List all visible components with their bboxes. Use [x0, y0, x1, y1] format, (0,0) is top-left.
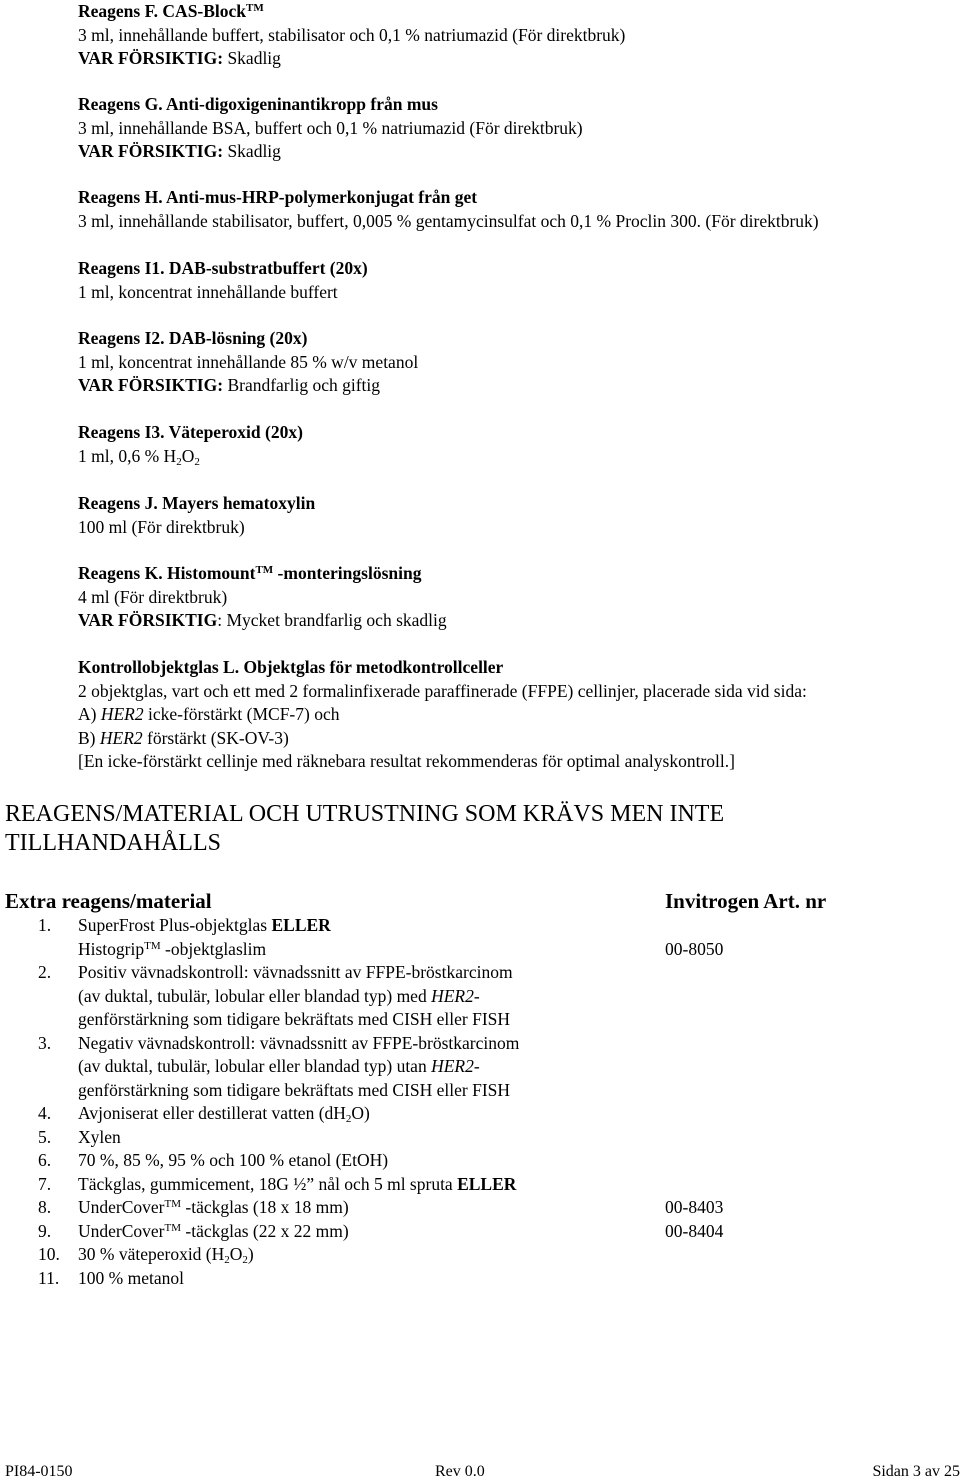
list-item: 7. Täckglas, gummicement, 18G ½” nål och 5 ml spruta ELLER	[38, 1173, 517, 1194]
document-id: PI84-0150	[5, 1463, 73, 1480]
list-item: 6. 70 %, 85 %, 95 % och 100 % etanol (EtOH)	[38, 1150, 389, 1170]
revision: Rev 0.0	[435, 1463, 485, 1480]
reagent-warning: VAR FÖRSIKTIG: Brandfarlig och giftig	[78, 375, 381, 395]
page-number: Sidan 3 av 25	[872, 1463, 960, 1480]
reagent-description: 1 ml, koncentrat innehållande buffert	[78, 281, 338, 302]
control-slide-l	[78, 656, 948, 774]
control-title: Kontrollobjektglas L. Objektglas för metodkontrollceller	[78, 657, 504, 677]
list-item: 3. Negativ vävnadskontroll: vävnadssnitt av FFPE-bröstkarcinom (av duktal, tubulär, lobular eller blandad typ) utan HER2- genförstärkning som tidigare bekräftats med CISH eller FISH	[38, 1032, 520, 1100]
list-item: 2. Positiv vävnadskontroll: vävnadssnitt av FFPE-bröstkarcinom (av duktal, tubulär, lobular eller blandad typ) med HER2- genförstärkning som tidigare bekräftats med CISH eller FISH	[38, 962, 513, 1029]
reagent-j	[78, 492, 948, 539]
control-line-a: A) HER2 icke-förstärkt (MCF-7) och	[78, 704, 340, 724]
reagent-k	[78, 562, 948, 633]
control-description: 2 objektglas, vart och ett med 2 formalinfixerade paraffinerade (FFPE) cellinjer, placerade sida vid sida:	[78, 680, 807, 701]
list-item: 10. 30 % väteperoxid $(H_2O_2)$	[38, 1244, 254, 1266]
reagent-h	[78, 186, 948, 233]
reagent-title: Reagens F. CAS-Block™	[78, 1, 264, 21]
list-item: 9. UnderCover™ -täckglas (22 x 22 mm) 00-8404	[0, 1220, 960, 1244]
column-header-article-number: Invitrogen Art. nr	[665, 889, 827, 913]
reagent-i1	[78, 257, 948, 304]
reagent-title: Reagens I2. DAB-lösning (20x)	[78, 328, 308, 348]
reagent-title: Reagens I3. Väteperoxid (20x)	[78, 422, 303, 442]
reagent-title: Reagens I1. DAB-substratbuffert (20x)	[78, 258, 368, 278]
article-number: 00-8404	[665, 1220, 724, 1241]
article-number: 00-8403	[665, 1197, 724, 1217]
reagent-title: Reagens J. Mayers hematoxylin	[78, 493, 316, 513]
control-note: [En icke-förstärkt cellinje med räknebara resultat rekommenderas för optimal analyskontroll.]	[78, 751, 735, 771]
reagent-g	[78, 93, 948, 164]
list-item: 5. Xylen	[38, 1126, 121, 1147]
control-line-b: B) HER2 förstärkt (SK-OV-3)	[78, 727, 289, 748]
column-header-material: Extra reagens/material	[5, 889, 212, 913]
list-item: 8. UnderCover™ -täckglas (18 x 18 mm) 00-8403	[0, 1196, 960, 1220]
reagent-warning: VAR FÖRSIKTIG: Mycket brandfarlig och skadlig	[78, 610, 447, 630]
reagent-warning: VAR FÖRSIKTIG: Skadlig	[78, 141, 281, 161]
list-item: 11. 100 % metanol	[38, 1267, 184, 1288]
reagent-title: Reagens G. Anti-digoxigeninantikropp från mus	[78, 94, 438, 114]
reagent-warning: VAR FÖRSIKTIG: Skadlig	[78, 48, 281, 68]
reagent-i2	[78, 327, 948, 398]
reagent-description: 1 ml, 0,6 % $H_2O_2$	[78, 445, 200, 468]
list-item: 1. SuperFrost Plus-objektglas ELLER Histogrip™ -objektglaslim 00-8050	[0, 914, 960, 961]
article-number: 00-8050	[665, 938, 724, 959]
reagent-description: 3 ml, innehållande stabilisator, buffert, 0,005 % gentamycinsulfat och 0,1 % Proclin 300. (För direktbruk)	[78, 210, 819, 231]
reagent-description: 1 ml, koncentrat innehållande 85 % w/v metanol	[78, 351, 419, 372]
materials-table-header	[5, 887, 955, 915]
section-heading: REAGENS/MATERIAL OCH UTRUSTNING SOM KRÄVS MEN INTE TILLHANDAHÅLLS	[5, 801, 725, 856]
reagent-title: Reagens K. Histomount™ -monteringslösning	[78, 563, 422, 583]
reagent-description: 100 ml (För direktbruk)	[78, 516, 245, 537]
reagent-i3	[78, 421, 948, 468]
materials-list	[0, 914, 960, 1290]
list-item: 4. Avjoniserat eller destillerat vatten $(dH_2O)$	[38, 1103, 370, 1125]
reagent-title: Reagens H. Anti-mus-HRP-polymerkonjugat från get	[78, 187, 478, 207]
reagent-description: 3 ml, innehållande BSA, buffert och 0,1 % natriumazid (För direktbruk)	[78, 117, 583, 138]
reagent-description: 4 ml (För direktbruk)	[78, 586, 228, 607]
reagent-f	[78, 0, 948, 71]
reagent-description: 3 ml, innehållande buffert, stabilisator och 0,1 % natriumazid (För direktbruk)	[78, 24, 626, 45]
